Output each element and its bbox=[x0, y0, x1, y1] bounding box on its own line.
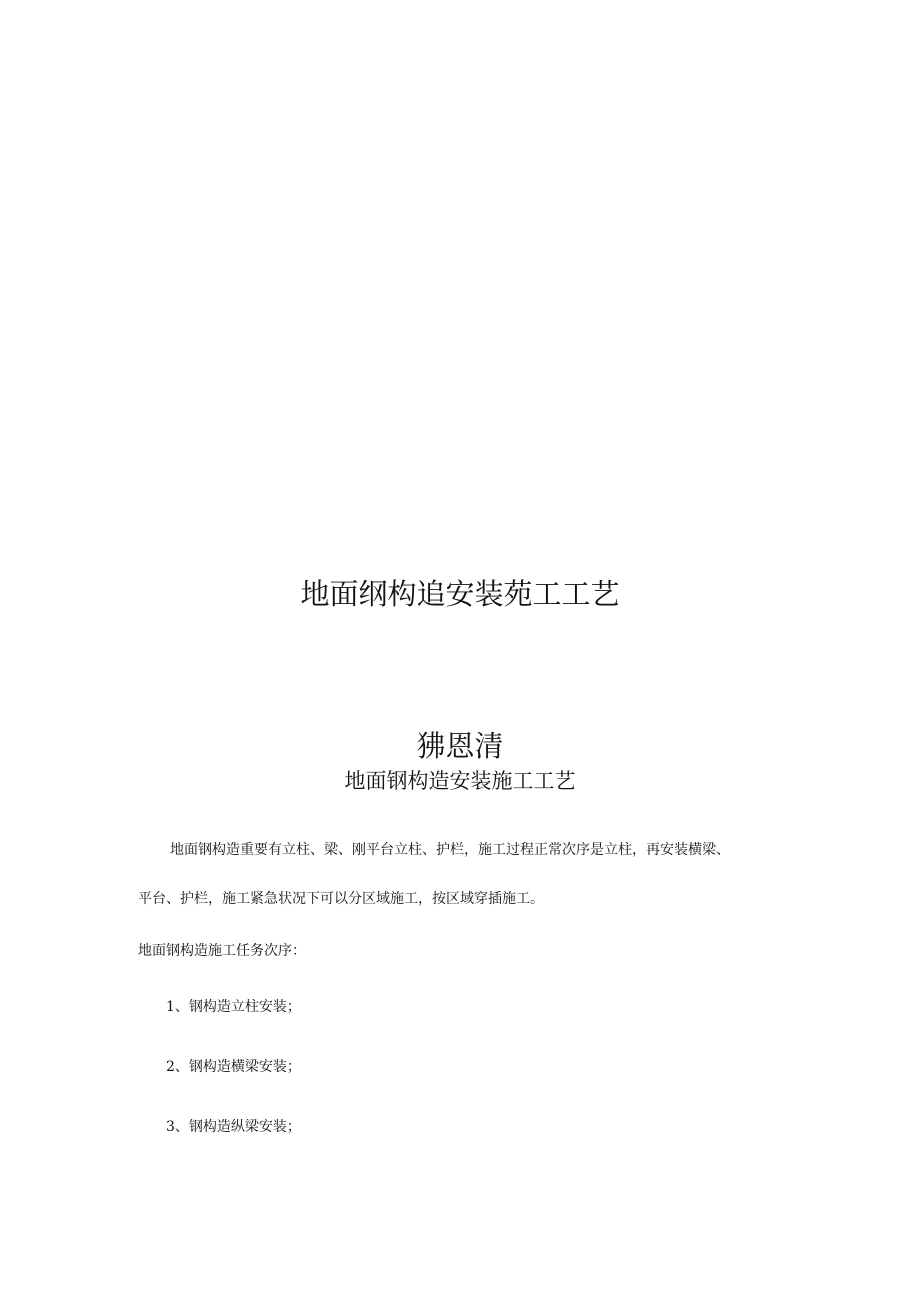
list-item: 3、钢构造纵梁安装； bbox=[166, 1119, 301, 1135]
sequence-heading: 地面钢构造施工任务次序： bbox=[138, 943, 306, 959]
cover-title: 地面纲构追安装苑工工艺 bbox=[300, 577, 620, 611]
paragraph-line-2: 平台、护栏，施工紧急状况下可以分区域施工，按区域穿插施工。 bbox=[138, 891, 544, 907]
document-subtitle: 地面钢构造安装施工工艺 bbox=[344, 769, 576, 793]
list-item: 2、钢构造横梁安装； bbox=[166, 1059, 301, 1075]
list-item: 1、钢构造立柱安装； bbox=[166, 999, 301, 1015]
author-name: 狒恩清 bbox=[416, 729, 504, 763]
paragraph-line-1: 地面钢构造重要有立柱、梁、刚平台立柱、护栏，施工过程正常次序是立柱，再安装横梁、 bbox=[170, 842, 730, 858]
